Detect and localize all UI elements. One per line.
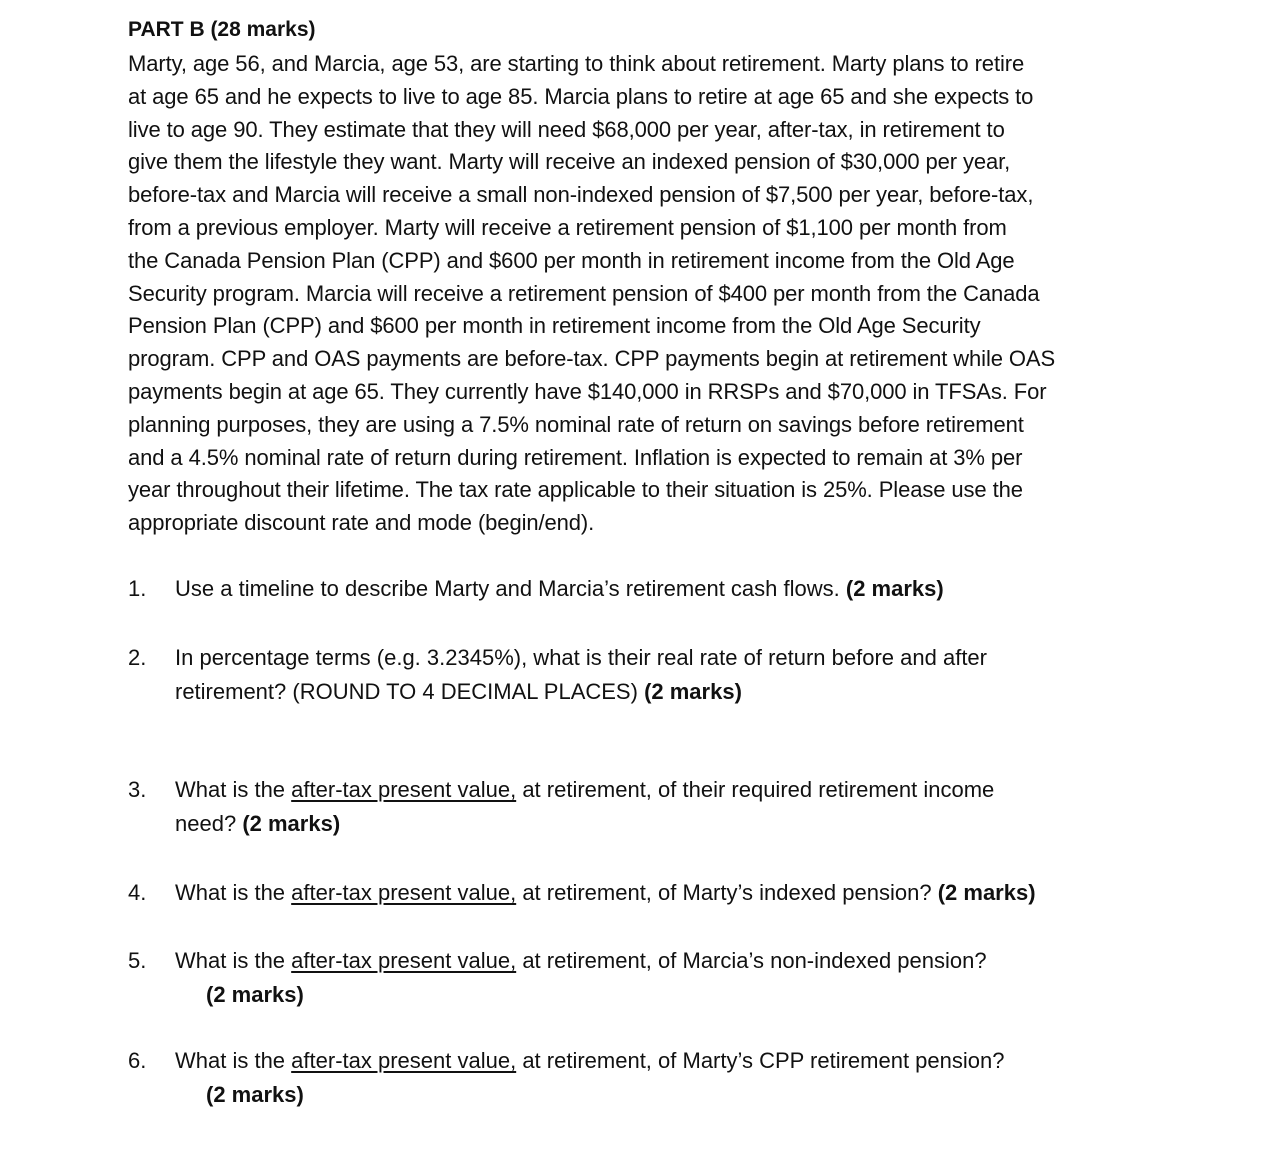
underlined-term: after-tax present value, (291, 880, 517, 905)
intro-line: before-tax and Marcia will receive a small non-indexed pension of $7,500 per year, before-tax, (128, 182, 1034, 208)
question-text: What is the (175, 777, 286, 802)
question-marks: (2 marks) (242, 811, 341, 836)
question-number: 5. (128, 948, 147, 973)
question-number: 1. (128, 576, 147, 601)
intro-line: give them the lifestyle they want. Marty will receive an indexed pension of $30,000 per year, (128, 149, 1011, 175)
intro-line: live to age 90. They estimate that they will need $68,000 per year, after-tax, in retirement to (128, 116, 1005, 142)
question-4 (128, 876, 1144, 910)
question-marks: (2 marks) (206, 982, 304, 1007)
question-marks: (2 marks) (845, 576, 944, 601)
intro-line: Security program. Marcia will receive a retirement pension of $400 per month from the Canada (128, 280, 1040, 306)
question-text: retirement? (ROUND TO 4 DECIMAL PLACES) (175, 679, 638, 704)
intro-line: and a 4.5% nominal rate of return during retirement. Inflation is expected to remain at 3% per (128, 444, 1023, 470)
question-text: What is the (175, 948, 286, 973)
question-marks: (2 marks) (937, 880, 1036, 905)
underlined-term: after-tax present value, (291, 1048, 517, 1073)
question-text: What is the (175, 880, 286, 905)
intro-line: payments begin at age 65. They currently have $140,000 in RRSPs and $70,000 in TFSAs. For (128, 378, 1047, 404)
question-text: at retirement, of their required retirement income (522, 777, 995, 802)
intro-line: program. CPP and OAS payments are before-tax. CPP payments begin at retirement while OAS (128, 346, 1056, 372)
question-text: Use a timeline to describe Marty and Marcia’s retirement cash flows. (175, 576, 840, 601)
intro-line: the Canada Pension Plan (CPP) and $600 per month in retirement income from the Old Age (128, 247, 1015, 273)
question-6 (128, 1044, 1144, 1112)
question-text: at retirement, of Marty’s indexed pension? (522, 880, 932, 905)
question-text: What is the (175, 1048, 286, 1073)
intro-line: Pension Plan (CPP) and $600 per month in retirement income from the Old Age Security (128, 313, 981, 339)
intro-paragraph (128, 48, 1144, 540)
question-3 (128, 773, 1144, 841)
question-marks: (2 marks) (206, 1082, 304, 1107)
document-page (128, 16, 1144, 1107)
part-heading: PART B (28 marks) (128, 18, 316, 41)
intro-line: planning purposes, they are using a 7.5% nominal rate of return on savings before retirement (128, 411, 1024, 437)
intro-line: year throughout their lifetime. The tax rate applicable to their situation is 25%. Please use the (128, 477, 1023, 503)
question-text: at retirement, of Marty’s CPP retirement pension? (522, 1048, 1005, 1073)
question-number: 3. (128, 777, 147, 802)
intro-line: Marty, age 56, and Marcia, age 53, are starting to think about retirement. Marty plans to retire (128, 51, 1025, 76)
question-text: at retirement, of Marcia’s non-indexed pension? (522, 948, 987, 973)
question-number: 2. (128, 645, 147, 670)
question-1 (128, 572, 1144, 606)
intro-line: from a previous employer. Marty will receive a retirement pension of $1,100 per month from (128, 214, 1007, 240)
question-number: 4. (128, 880, 147, 905)
question-marks: (2 marks) (644, 679, 742, 704)
underlined-term: after-tax present value, (291, 948, 517, 973)
question-text: need? (175, 811, 237, 836)
question-text: In percentage terms (e.g. 3.2345%), what is their real rate of return before and after (175, 645, 987, 670)
intro-line: appropriate discount rate and mode (begin/end). (128, 510, 595, 536)
question-5 (128, 944, 1144, 1012)
question-number: 6. (128, 1048, 147, 1073)
underlined-term: after-tax present value, (291, 777, 517, 802)
question-2 (128, 641, 1144, 709)
intro-line: at age 65 and he expects to live to age 85. Marcia plans to retire at age 65 and she expects to (128, 83, 1034, 109)
